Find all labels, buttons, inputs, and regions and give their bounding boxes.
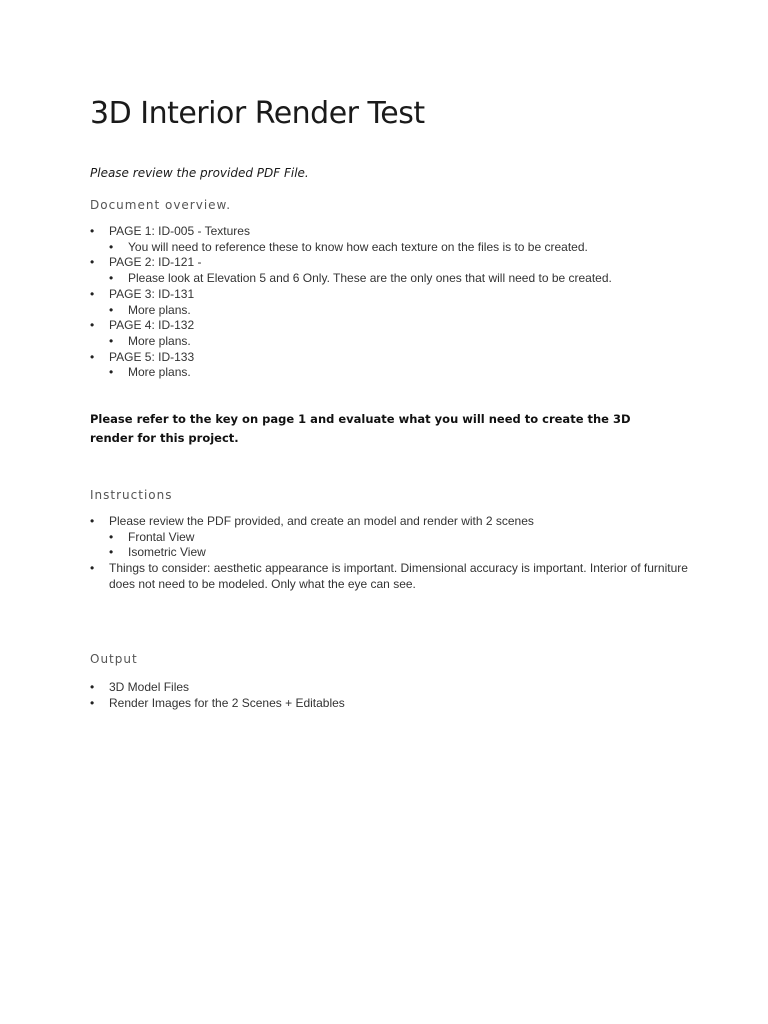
list-item: • Things to consider: aesthetic appearance is important. Dimensional accuracy is important. Interior of furniture does not need to be modeled. Only what the eye can see. bbox=[90, 561, 690, 592]
list-item: • Render Images for the 2 Scenes + Editables bbox=[90, 696, 690, 712]
sub-list-item: • You will need to reference these to know how each texture on the files is to be created. bbox=[90, 240, 690, 256]
instructions-heading: Instructions bbox=[90, 488, 173, 502]
sub-list-item: • More plans. bbox=[90, 365, 690, 381]
intro-text: Please review the provided PDF File. bbox=[90, 166, 309, 180]
sub-list-item: • Isometric View bbox=[90, 545, 690, 561]
output-list bbox=[90, 680, 690, 711]
list-item: • PAGE 4: ID-132 bbox=[90, 318, 690, 334]
overview-heading: Document overview. bbox=[90, 198, 232, 212]
key-note: Please refer to the key on page 1 and evaluate what you will need to create the 3D render for this project. bbox=[90, 412, 631, 445]
overview-list bbox=[90, 224, 690, 381]
sub-list-item: • Please look at Elevation 5 and 6 Only. These are the only ones that will need to be created. bbox=[90, 271, 690, 287]
output-heading: Output bbox=[90, 652, 138, 666]
list-item: • PAGE 5: ID-133 bbox=[90, 350, 690, 366]
sub-list-item: • More plans. bbox=[90, 303, 690, 319]
list-item: • PAGE 3: ID-131 bbox=[90, 287, 690, 303]
list-item: • Please review the PDF provided, and create an model and render with 2 scenes bbox=[90, 514, 690, 530]
sub-list-item: • Frontal View bbox=[90, 530, 690, 546]
list-item: • 3D Model Files bbox=[90, 680, 690, 696]
instructions-list bbox=[90, 514, 690, 593]
list-item: • PAGE 2: ID-121 - bbox=[90, 255, 690, 271]
document-title: 3D Interior Render Test bbox=[90, 96, 425, 131]
sub-list-item: • More plans. bbox=[90, 334, 690, 350]
list-item: • PAGE 1: ID-005 - Textures bbox=[90, 224, 690, 240]
